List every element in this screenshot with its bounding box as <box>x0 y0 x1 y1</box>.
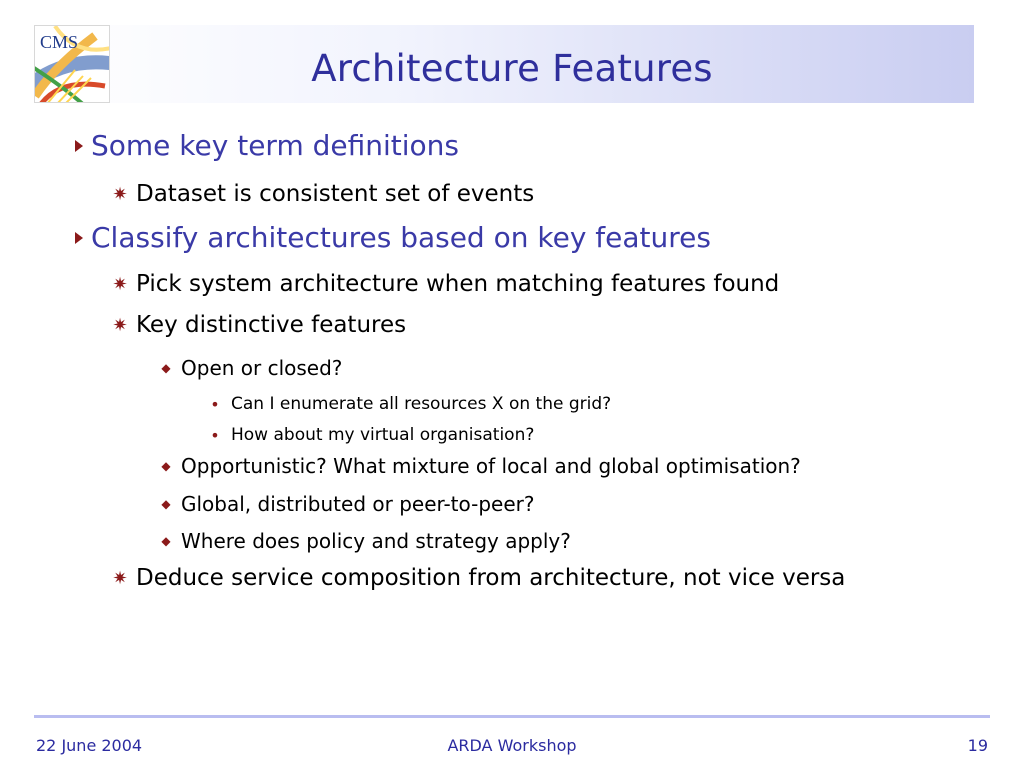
bullet-text: Dataset is consistent set of events <box>136 181 535 207</box>
diamond-bullet-icon: ◆ <box>161 534 171 548</box>
triangle-bullet-icon <box>67 138 91 154</box>
dot-bullet-icon: • <box>210 394 220 414</box>
diamond-bullet-icon: ◆ <box>161 361 171 375</box>
bullet-text: Pick system architecture when matching features found <box>136 271 780 297</box>
dot-bullet-icon: • <box>210 425 220 445</box>
bullet-item-4 <box>110 271 779 297</box>
bullet-text: Opportunistic? What mixture of local and global optimisation? <box>181 454 801 478</box>
bullet-item-10 <box>159 492 534 516</box>
asterisk-bullet-icon: ✷ <box>112 273 128 295</box>
footer-event: ARDA Workshop <box>447 736 577 755</box>
bullet-text: Deduce service composition from architecture, not vice versa <box>136 565 846 591</box>
bullet-text: How about my virtual organisation? <box>231 425 535 445</box>
bullet-text: Can I enumerate all resources X on the grid? <box>231 394 612 414</box>
diamond-bullet-icon: ◆ <box>161 497 171 511</box>
asterisk-bullet-icon: ✷ <box>112 567 128 589</box>
logo-text: CMS <box>40 32 79 52</box>
asterisk-bullet-icon: ✷ <box>112 183 128 205</box>
footer-rule <box>34 715 990 718</box>
bullet-item-1 <box>67 129 459 162</box>
bullet-item-7 <box>209 394 611 414</box>
bullet-text: Some key term definitions <box>91 129 460 162</box>
bullet-text: Global, distributed or peer-to-peer? <box>181 492 535 516</box>
bullet-item-3 <box>67 221 711 254</box>
bullet-item-12 <box>110 565 845 591</box>
footer-date: 22 June 2004 <box>36 736 143 755</box>
footer-page-number: 19 <box>967 736 988 755</box>
diamond-bullet-icon: ◆ <box>161 459 171 473</box>
bullet-item-2 <box>110 181 534 207</box>
bullet-item-5 <box>110 312 406 338</box>
slide-title: Architecture Features <box>311 47 713 90</box>
asterisk-bullet-icon: ✷ <box>112 314 128 336</box>
bullet-item-9 <box>159 454 801 478</box>
bullet-text: Key distinctive features <box>136 312 407 338</box>
bullet-item-11 <box>159 529 571 553</box>
bullet-item-6 <box>159 356 342 380</box>
bullet-text: Classify architectures based on key features <box>91 221 711 254</box>
bullet-item-8 <box>209 425 534 445</box>
bullet-text: Where does policy and strategy apply? <box>181 529 571 553</box>
bullet-text: Open or closed? <box>181 356 343 380</box>
triangle-bullet-icon <box>67 230 91 246</box>
